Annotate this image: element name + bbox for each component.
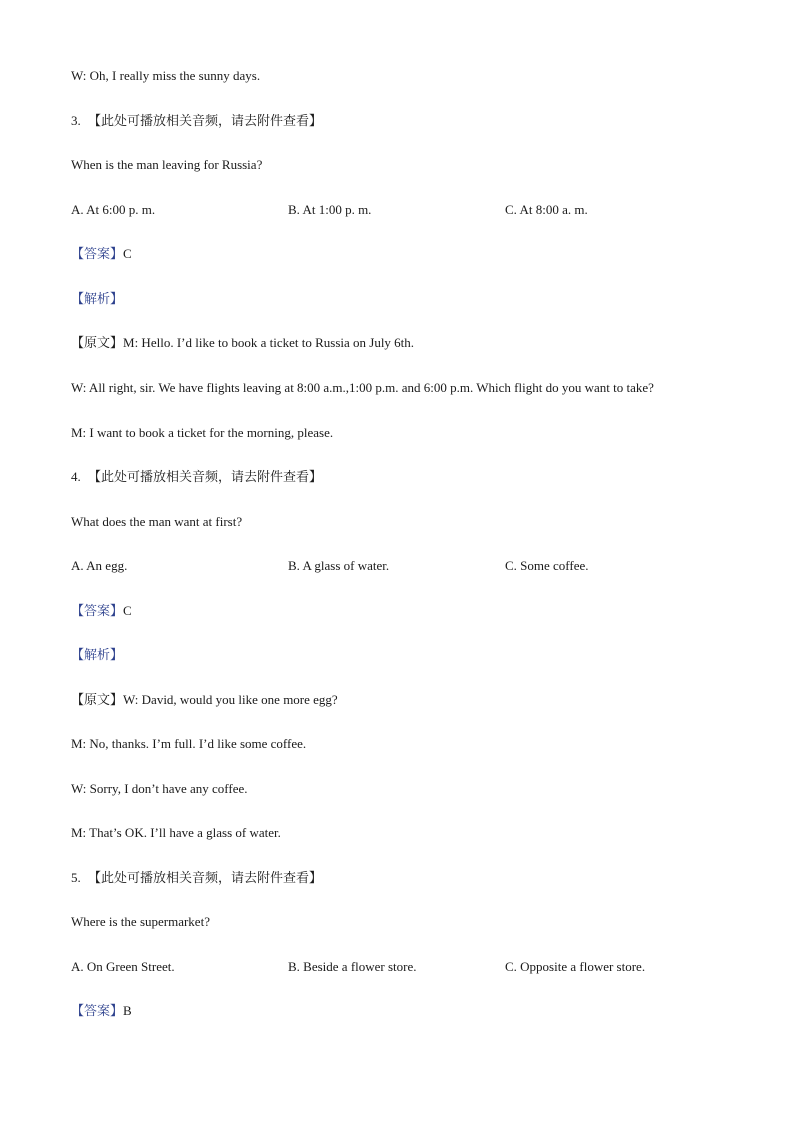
- answer-tag: 【答案】: [71, 1003, 124, 1018]
- q3-analysis-tag: 【解析】: [71, 291, 124, 306]
- q4-analysis-tag: 【解析】: [71, 647, 124, 662]
- q3-answer: [71, 246, 132, 262]
- answer-value: C: [123, 603, 132, 618]
- question-4-text: What does the man want at first?: [71, 514, 243, 529]
- q4-option-b: B. A glass of water.: [288, 558, 390, 573]
- dialogue-line: M: That’s OK. I’ll have a glass of water.: [71, 825, 281, 840]
- q3-option-b: B. At 1:00 p. m.: [288, 202, 372, 217]
- audio-placeholder: 【此处可播放相关音频，请去附件查看】: [88, 113, 323, 128]
- q5-answer: [71, 1003, 132, 1019]
- q3-option-c: C. At 8:00 a. m.: [505, 202, 588, 217]
- q5-option-c: C. Opposite a flower store.: [505, 959, 646, 974]
- question-5-text: Where is the supermarket?: [71, 914, 210, 929]
- question-3-text: When is the man leaving for Russia?: [71, 157, 263, 172]
- question-number: 3.: [71, 113, 81, 128]
- answer-tag: 【答案】: [71, 603, 124, 618]
- dialogue-line: M: No, thanks. I’m full. I’d like some coffee.: [71, 736, 307, 751]
- dialogue-line: W: Sorry, I don’t have any coffee.: [71, 781, 248, 796]
- question-number: 5.: [71, 870, 81, 885]
- original-tag: 【原文】: [71, 335, 124, 350]
- answer-value: C: [123, 246, 132, 261]
- question-4-header: [71, 469, 322, 485]
- dialogue-line: W: Oh, I really miss the sunny days.: [71, 68, 261, 83]
- q3-option-a: A. At 6:00 p. m.: [71, 202, 156, 217]
- q4-option-a: A. An egg.: [71, 558, 128, 573]
- audio-placeholder: 【此处可播放相关音频，请去附件查看】: [88, 469, 323, 484]
- answer-tag: 【答案】: [71, 246, 124, 261]
- question-number: 4.: [71, 469, 81, 484]
- dialogue-line: W: All right, sir. We have flights leaving at 8:00 a.m.,1:00 p.m. and 6:00 p.m. Which flight do you want to take?: [71, 380, 654, 395]
- audio-placeholder: 【此处可播放相关音频，请去附件查看】: [88, 870, 323, 885]
- q5-option-b: B. Beside a flower store.: [288, 959, 417, 974]
- question-3-header: [71, 113, 322, 129]
- dialogue-line: M: I want to book a ticket for the morning, please.: [71, 425, 334, 440]
- dialogue-line: W: David, would you like one more egg?: [123, 692, 338, 707]
- dialogue-line: M: Hello. I’d like to book a ticket to Russia on July 6th.: [123, 335, 415, 350]
- question-5-header: [71, 870, 322, 886]
- q4-answer: [71, 603, 132, 619]
- q4-original-text: [71, 692, 338, 708]
- q4-option-c: C. Some coffee.: [505, 558, 589, 573]
- answer-value: B: [123, 1003, 132, 1018]
- q5-option-a: A. On Green Street.: [71, 959, 175, 974]
- original-tag: 【原文】: [71, 692, 124, 707]
- q3-original-text: [71, 335, 414, 351]
